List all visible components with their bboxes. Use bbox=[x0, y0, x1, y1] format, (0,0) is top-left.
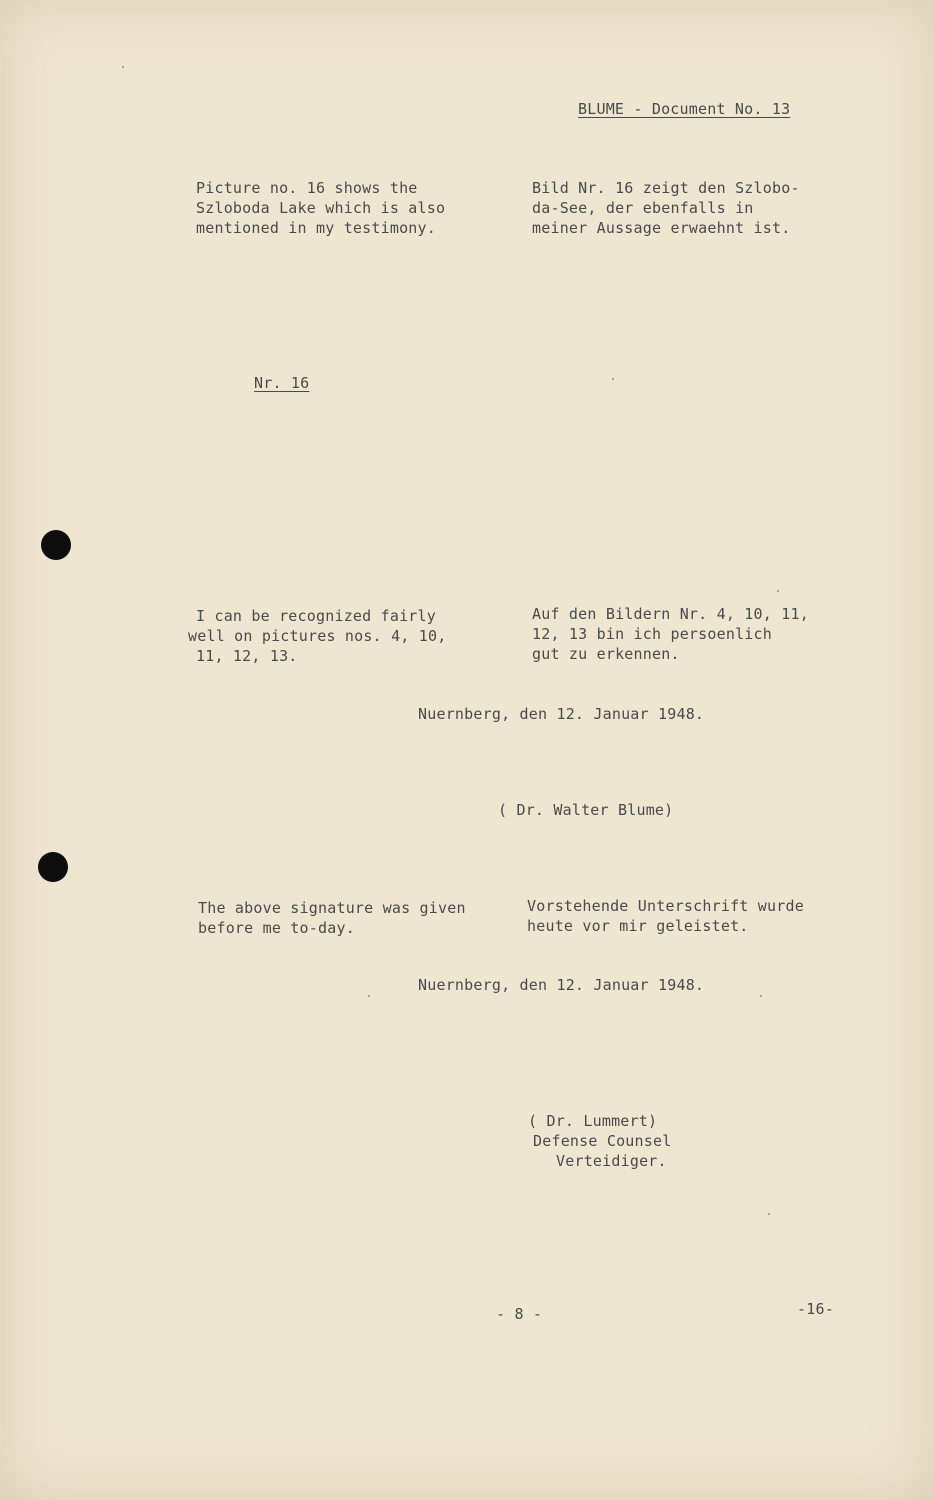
paper-speck bbox=[760, 995, 762, 997]
text-line: well on pictures nos. 4, 10, bbox=[188, 627, 447, 645]
text-line: da-See, der ebenfalls in bbox=[532, 199, 754, 217]
counsel-name: ( Dr. Lummert) bbox=[528, 1112, 658, 1130]
text-line: gut zu erkennen. bbox=[532, 645, 680, 663]
place-date-line: Nuernberg, den 12. Januar 1948. bbox=[418, 976, 705, 994]
text-line: Szloboda Lake which is also bbox=[196, 199, 446, 217]
text-line: Bild Nr. 16 zeigt den Szlobo- bbox=[532, 179, 800, 197]
picture-label: Nr. 16 bbox=[254, 374, 310, 392]
text-line: before me to-day. bbox=[198, 919, 355, 937]
text-line: Picture no. 16 shows the bbox=[196, 179, 418, 197]
text-line: heute vor mir geleistet. bbox=[527, 917, 749, 935]
paper-speck bbox=[122, 66, 124, 68]
text-line: 11, 12, 13. bbox=[196, 647, 298, 665]
document-reference: BLUME - Document No. 13 bbox=[578, 100, 791, 118]
text-line: The above signature was given bbox=[198, 899, 466, 917]
page-number-center: - 8 - bbox=[496, 1305, 543, 1323]
counsel-title-english: Defense Counsel bbox=[533, 1132, 672, 1150]
counsel-title-german: Verteidiger. bbox=[556, 1152, 667, 1170]
signature-blume: ( Dr. Walter Blume) bbox=[498, 801, 674, 819]
paper-speck bbox=[612, 378, 614, 380]
punch-hole-upper bbox=[41, 530, 71, 560]
text-line: I can be recognized fairly bbox=[196, 607, 436, 625]
paper-speck bbox=[768, 1213, 770, 1215]
paper-speck bbox=[777, 590, 779, 592]
text-line: 12, 13 bin ich persoenlich bbox=[532, 625, 772, 643]
punch-hole-lower bbox=[38, 852, 68, 882]
text-line: meiner Aussage erwaehnt ist. bbox=[532, 219, 791, 237]
text-line: Auf den Bildern Nr. 4, 10, 11, bbox=[532, 605, 809, 623]
page-number-right: -16- bbox=[797, 1300, 834, 1318]
paper-speck bbox=[368, 995, 370, 997]
text-line: mentioned in my testimony. bbox=[196, 219, 436, 237]
text-line: Vorstehende Unterschrift wurde bbox=[527, 897, 804, 915]
place-date-line: Nuernberg, den 12. Januar 1948. bbox=[418, 705, 705, 723]
